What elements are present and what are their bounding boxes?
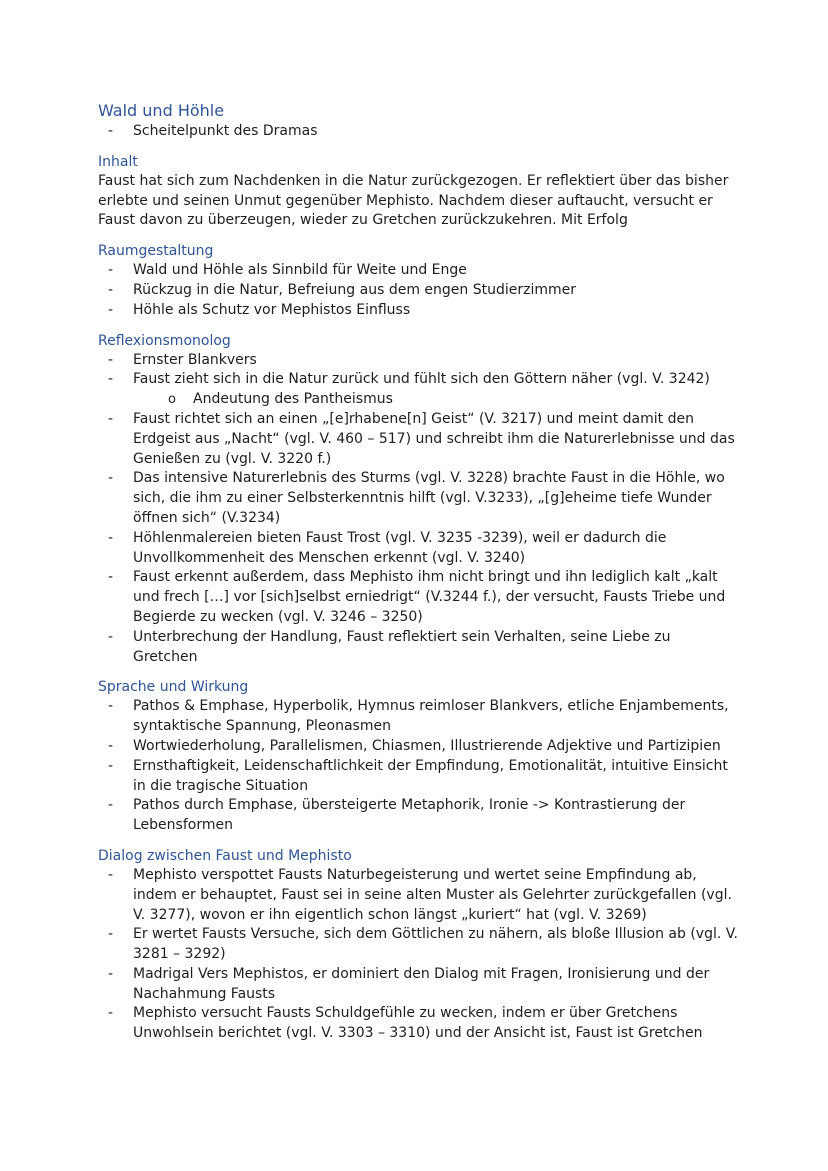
list-wald — [98, 122, 738, 142]
list-reflexionsmonolog — [98, 351, 738, 391]
document-page — [98, 100, 738, 1044]
list-raumgestaltung — [98, 261, 738, 320]
list-item: - Wald und Höhle als Sinnbild für Weite und Enge — [98, 261, 738, 281]
sublist-reflexionsmonolog — [98, 390, 738, 410]
list-item: - Pathos durch Emphase, übersteigerte Metaphorik, Ironie -> Kontrastierung der Lebensformen — [98, 796, 738, 836]
list-item: - Ernsthaftigkeit, Leidenschaftlichkeit der Empfindung, Emotionalität, intuitive Einsicht in die tragische Situation — [98, 757, 738, 797]
list-item: - Höhle als Schutz vor Mephistos Einfluss — [98, 301, 738, 321]
list-item: - Faust erkennt außerdem, dass Mephisto ihm nicht bringt und ihn lediglich kalt „kalt und frech […] vor [sich]selbst erniedrigt“ (V.3244 f.), der versucht, Fausts Triebe und Begierde zu wecken (vgl. V. 3246 – 3250) — [98, 568, 738, 627]
list-item: - Das intensive Naturerlebnis des Sturms (vgl. V. 3228) brachte Faust in die Höhle, wo sich, die ihm zu einer Selbsterkenntnis hilft (vgl. V.3233), „[g]eheime tiefe Wunder öffnen sich“ (V.3234) — [98, 469, 738, 528]
list-sprache-und-wirkung — [98, 697, 738, 836]
heading-wald-und-hoehle: Wald und Höhle — [98, 101, 225, 120]
list-item: - Madrigal Vers Mephistos, er dominiert den Dialog mit Fragen, Ironisierung und der Nachahmung Fausts — [98, 965, 738, 1005]
sub-list-item: o Andeutung des Pantheismus — [98, 390, 738, 410]
heading-reflexionsmonolog: Reflexionsmonolog — [98, 332, 231, 349]
paragraph-inhalt: Faust hat sich zum Nachdenken in die Natur zurückgezogen. Er reflektiert über das bisher erlebte und seinen Unmut gegenüber Mephisto. Nachdem dieser auftaucht, versucht er Faust davon zu überzeugen, wieder zu Gretchen zurückzukehren. Mit Erfolg — [98, 172, 729, 229]
list-item: - Faust zieht sich in die Natur zurück und fühlt sich den Göttern näher (vgl. V. 3242) — [98, 370, 738, 390]
list-dialog — [98, 866, 738, 1044]
list-item: - Pathos & Emphase, Hyperbolik, Hymnus reimloser Blankvers, etliche Enjambements, syntaktische Spannung, Pleonasmen — [98, 697, 738, 737]
heading-raumgestaltung: Raumgestaltung — [98, 243, 214, 260]
list-reflexionsmonolog-continued — [98, 410, 738, 667]
list-item: - Unterbrechung der Handlung, Faust reflektiert sein Verhalten, seine Liebe zu Gretchen — [98, 628, 738, 668]
list-item: - Mephisto versucht Fausts Schuldgefühle zu wecken, indem er über Gretchens Unwohlsein berichtet (vgl. V. 3303 – 3310) und der Ansicht ist, Faust ist Gretchen — [98, 1004, 738, 1044]
heading-sprache-und-wirkung: Sprache und Wirkung — [98, 679, 249, 696]
list-item: - Ernster Blankvers — [98, 351, 738, 371]
heading-dialog: Dialog zwischen Faust und Mephisto — [98, 847, 352, 864]
list-item: - Er wertet Fausts Versuche, sich dem Göttlichen zu nähern, als bloße Illusion ab (vgl. V. 3281 – 3292) — [98, 925, 738, 965]
list-item: - Mephisto verspottet Fausts Naturbegeisterung und wertet seine Empfindung ab, indem er behauptet, Faust sei in seine alten Muster als Gelehrter zurückgefallen (vgl. V. 3277), wovon er ihn eigentlich schon längst „kuriert“ hat (vgl. V. 3269) — [98, 866, 738, 925]
list-item: - Höhlenmalereien bieten Faust Trost (vgl. V. 3235 -3239), weil er dadurch die Unvollkommenheit des Menschen erkennt (vgl. V. 3240) — [98, 529, 738, 569]
list-item: - Wortwiederholung, Parallelismen, Chiasmen, Illustrierende Adjektive und Partizipien — [98, 737, 738, 757]
list-item: - Faust richtet sich an einen „[e]rhabene[n] Geist“ (V. 3217) und meint damit den Erdgeist aus „Nacht“ (vgl. V. 460 – 517) und schreibt ihm die Naturerlebnisse und das Genießen zu (vgl. V. 3220 f.) — [98, 410, 738, 469]
list-item: - Rückzug in die Natur, Befreiung aus dem engen Studierzimmer — [98, 281, 738, 301]
heading-inhalt: Inhalt — [98, 153, 138, 170]
list-item: - Scheitelpunkt des Dramas — [98, 122, 738, 142]
